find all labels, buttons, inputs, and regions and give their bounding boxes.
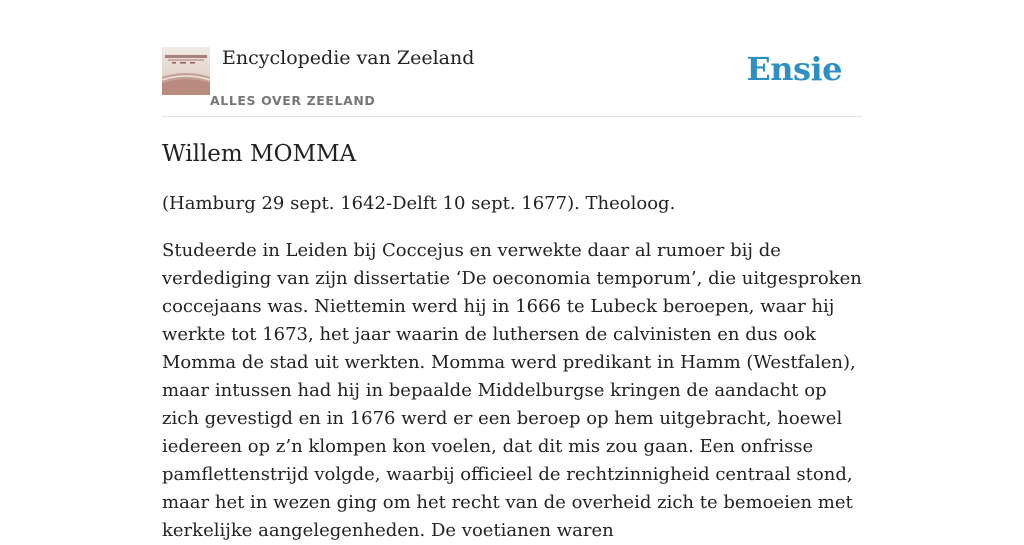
site-title-link[interactable]: Encyclopedie van Zeeland (222, 47, 475, 69)
entry-body: Studeerde in Leiden bij Coccejus en verwekte daar al rumoer bij de verdediging van zijn dissertatie ‘De oeconomia temporum’, die uitgesproken coccejaans was. Niettemin werd hij in 1666 te Lubeck beroepen, waar hij werkte tot 1673, het jaar waarin de luthersen de calvinisten en dus ook Momma de stad uit werkten. Momma werd predikant in Hamm (Westfalen), maar intussen had hij in bepaalde Middelburgse kringen de aandacht op zich gevestigd en in 1676 werd er een beroep op hem uitgebracht, hoewel iedereen op z’n klompen kon voelen, dat dit mis zou gaan. Een onfrisse pamflettenstrijd volgde, waarbij officieel de rechtzinnigheid centraal stond, maar het in wezen ging om het recht van de overheid zich te bemoeien met kerkelijke aangelegenheden. De voetianen waren (162, 240, 862, 541)
entry-lead: (Hamburg 29 sept. 1642-Delft 10 sept. 1677). Theoloog. (162, 193, 676, 214)
site-subtitle: ALLES OVER ZEELAND (210, 93, 376, 108)
site-header (162, 40, 862, 117)
entry-content (162, 138, 862, 545)
ensie-logo-link[interactable]: Ensie (746, 50, 842, 88)
book-avatar-icon[interactable] (162, 47, 210, 95)
entry-title: Willem MOMMA (162, 141, 357, 167)
